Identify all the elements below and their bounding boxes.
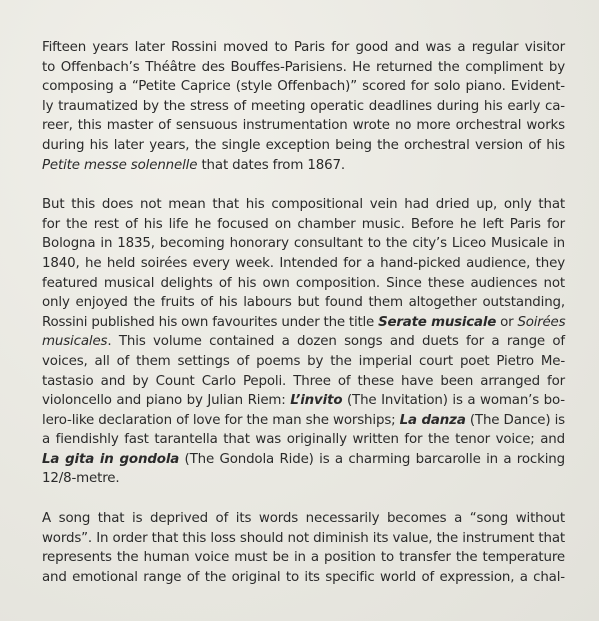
work-title-musicales: musicales: [42, 334, 108, 350]
text-line: to Offenbach’s Théâtre des Bouffes-Parisiens. He returned the compliment by: [42, 59, 565, 75]
text-line: ly traumatized by the stress of meeting operatic deadlines during his early ca-: [42, 98, 565, 114]
text-line: represents the human voice must be in a position to transfer the temperature: [42, 550, 565, 566]
text-line: [42, 391, 565, 411]
text-fragment: lero-like declaration of love for the man she worships;: [42, 412, 400, 428]
text-line: for the rest of his life he focused on chamber music. Before he left Paris for: [42, 216, 565, 232]
text-line: Fifteen years later Rossini moved to Paris for good and was a regular visitor: [42, 40, 565, 55]
text-line: voices, all of them settings of poems by the imperial court poet Pietro Me-: [42, 353, 565, 369]
text-line: only enjoyed the fruits of his labours but found them altogether outstanding,: [42, 295, 565, 311]
text-fragment: (The Gondola Ride) is a charming barcarolle in a rocking: [179, 451, 565, 467]
work-title-petite-messe: Petite messe solennelle: [42, 157, 198, 173]
text-line: words”. In order that this loss should not diminish its value, the instrument that: [42, 530, 565, 546]
work-title-serate-musicale: Serate musicale: [378, 314, 497, 330]
text-line: 1840, he held soirées every week. Intended for a hand-picked audience, they: [42, 255, 565, 271]
text-fragment: (The Dance) is: [465, 412, 566, 428]
work-title-la-danza: La danza: [399, 412, 466, 428]
paragraph-2: [42, 195, 565, 489]
text-line: A song that is deprived of its words necessarily becomes a “song without: [42, 511, 565, 527]
text-fragment: or: [496, 314, 518, 330]
text-fragment: that dates from 1867.: [197, 157, 345, 173]
text-line: [42, 156, 565, 176]
paragraph-1: [42, 38, 565, 175]
work-title-soirees: Soirées: [517, 314, 566, 330]
paragraph-3: [42, 509, 565, 587]
text-fragment: (The Invitation) is a woman’s bo-: [342, 393, 565, 409]
work-title-la-gita-in-gondola: La gita in gondola: [42, 451, 180, 467]
text-fragment: . This volume contained a dozen songs and duets for a range of: [107, 334, 565, 350]
text-line: featured musical delights of his own composition. Since these audiences not: [42, 275, 565, 291]
text-fragment: Rossini published his own favourites under the title: [42, 314, 379, 330]
text-line: a fiendishly fast tarantella that was originally written for the tenor voice; and: [42, 432, 565, 448]
text-line: and emotional range of the original to its specific world of expression, a chal-: [42, 569, 565, 585]
text-line: But this does not mean that his compositional vein had dried up, only that: [42, 197, 565, 213]
text-line: [42, 313, 565, 333]
text-line: reer, this master of sensuous instrumentation wrote no more orchestral works: [42, 118, 565, 134]
text-line: Bologna in 1835, becoming honorary consultant to the city’s Liceo Musicale in: [42, 236, 565, 252]
text-line: during his later years, the single exception being the orchestral version of his: [42, 137, 565, 153]
text-line: [42, 450, 565, 470]
text-line: composing a “Petite Caprice (style Offenbach)” scored for solo piano. Evident-: [42, 79, 565, 95]
text-line: 12/8-metre.: [42, 471, 120, 487]
text-line: [42, 411, 565, 431]
work-title-linvito: L’invito: [290, 393, 343, 409]
text-fragment: violoncello and piano by Julian Riem:: [42, 393, 291, 409]
text-line: tastasio and by Count Carlo Pepoli. Three of these have been arranged for: [42, 373, 565, 389]
text-line: [42, 332, 565, 352]
